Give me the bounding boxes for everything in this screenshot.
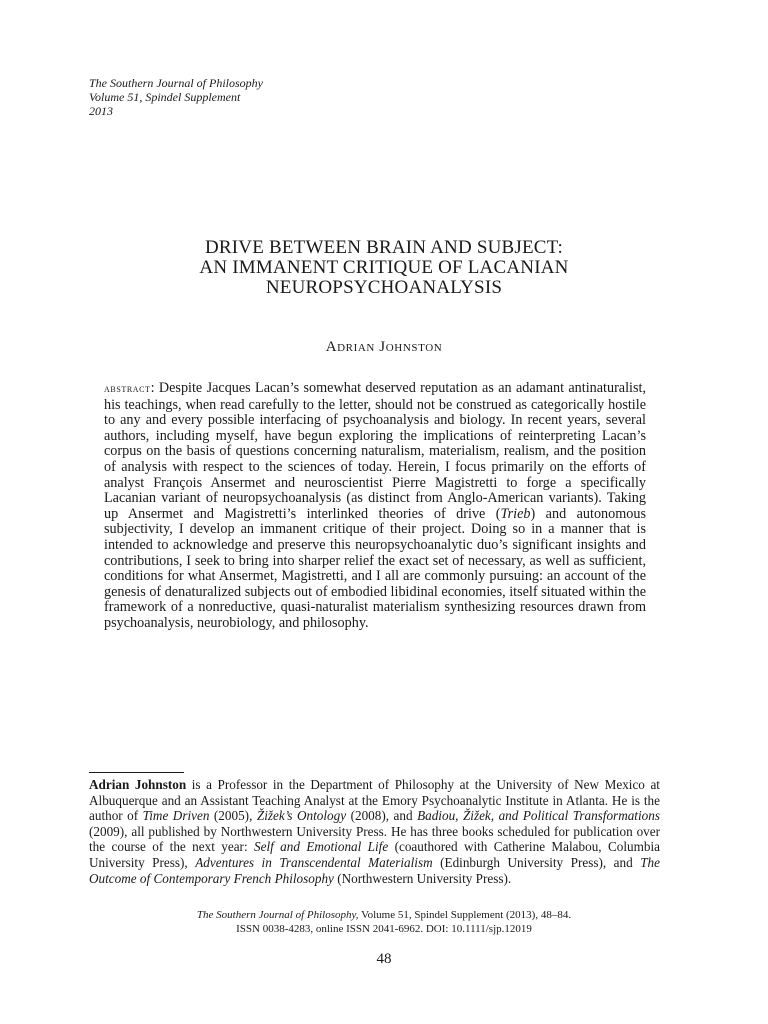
footnote-text-6: (Edinburgh University Press), and xyxy=(432,854,641,870)
abstract-label: abstract xyxy=(104,383,151,395)
journal-header xyxy=(89,76,263,118)
footnote-book-1: Time Driven xyxy=(142,808,210,824)
page-number: 48 xyxy=(376,951,392,967)
footnote-text-5: (coauthored with Catherine Malabou, Columbia University Press), xyxy=(89,839,661,870)
abstract xyxy=(104,381,646,632)
title-line-1: DRIVE BETWEEN BRAIN AND SUBJECT: xyxy=(204,237,563,258)
footnote-text-3: (2008), and xyxy=(346,808,418,824)
author-footnote xyxy=(89,777,660,886)
citation-details: Volume 51, Spindel Supplement (2013), 48–84. xyxy=(358,909,572,921)
citation-journal: The Southern Journal of Philosophy, xyxy=(196,909,359,921)
journal-volume: Volume 51, Spindel Supplement xyxy=(89,90,241,104)
journal-year: 2013 xyxy=(89,104,113,118)
citation-block xyxy=(90,908,678,936)
citation-issn: ISSN 0038-4283, online ISSN 2041-6962. DOI: 10.1111/sjp.12019 xyxy=(236,923,532,935)
footnote-text-7: (Northwestern University Press). xyxy=(333,870,512,886)
abstract-text-part-1: : Despite Jacques Lacan’s somewhat deserved reputation as an adamant antinaturalist, his teachings, when read carefully to the letter, should not be construed as categorically hostile to any and every possible interfacing of psychoanalysis and biology. In recent years, several authors, including myself, have begun exploring the implications of reinterpreting Lacan’s corpus on the basis of questions concerning naturalism, materialism, realism, and the position of analysis with respect to the sciences of today. Herein, I focus primarily on the efforts of analyst François Ansermet and neuroscientist Pierre Magistretti to forge a specifically Lacanian variant of neuropsychoanalysis (as distinct from Anglo-American variants). Taking up Ansermet and Magistretti’s interlinked theories of drive ( xyxy=(104,380,646,522)
footnote-text-1: is a Professor in the Department of Philosophy at the University of New Mexico at Albuquerque and an Assistant Teaching Analyst at the Emory Psychoanalytic Institute in Atlanta. He is the author of xyxy=(89,777,660,824)
footnote-book-5: Adventures in Transcendental Materialism xyxy=(195,854,433,870)
author-name: Adrian Johnston xyxy=(325,339,443,355)
abstract-trieb: Trieb xyxy=(500,505,531,522)
title-line-2: AN IMMANENT CRITIQUE OF LACANIAN xyxy=(199,257,569,278)
footnote-book-6: The Outcome of Contemporary French Philosophy xyxy=(89,854,660,886)
footnote-book-2: Žižek’s Ontology xyxy=(256,808,347,824)
footnote-text-4: (2009), all published by Northwestern University Press. He has three books scheduled for publication over the course of the next year: xyxy=(89,823,660,855)
footnote-book-4: Self and Emotional Life xyxy=(254,839,389,855)
title-line-3: NEUROPSYCHOANALYSIS xyxy=(265,277,503,298)
journal-name: The Southern Journal of Philosophy xyxy=(89,76,263,90)
abstract-text-part-2: ) and autonomous subjectivity, I develop an immanent critique of their project. Doing so in a manner that is intended to acknowledge and preserve this neuropsychoanalytic duo’s significant insights and contributions, I seek to bring into sharper relief the exact set of necessary, as well as sufficient, conditions for what Ansermet, Magistretti, and I all are commonly pursuing: an account of the genesis of denaturalized subjects out of embodied libidinal economies, itself situated within the framework of a nonreductive, quasi-naturalist materialism synthesizing resources drawn from psychoanalysis, neurobiology, and philosophy. xyxy=(104,505,646,631)
footnote-author-name: Adrian Johnston xyxy=(89,777,187,792)
citation-line-1 xyxy=(90,908,678,922)
article-title xyxy=(90,238,678,298)
footnote-text-2: (2005), xyxy=(209,808,257,824)
footnote-book-3: Badiou, Žižek, and Political Transformations xyxy=(417,808,660,824)
footnote-rule xyxy=(89,772,184,773)
